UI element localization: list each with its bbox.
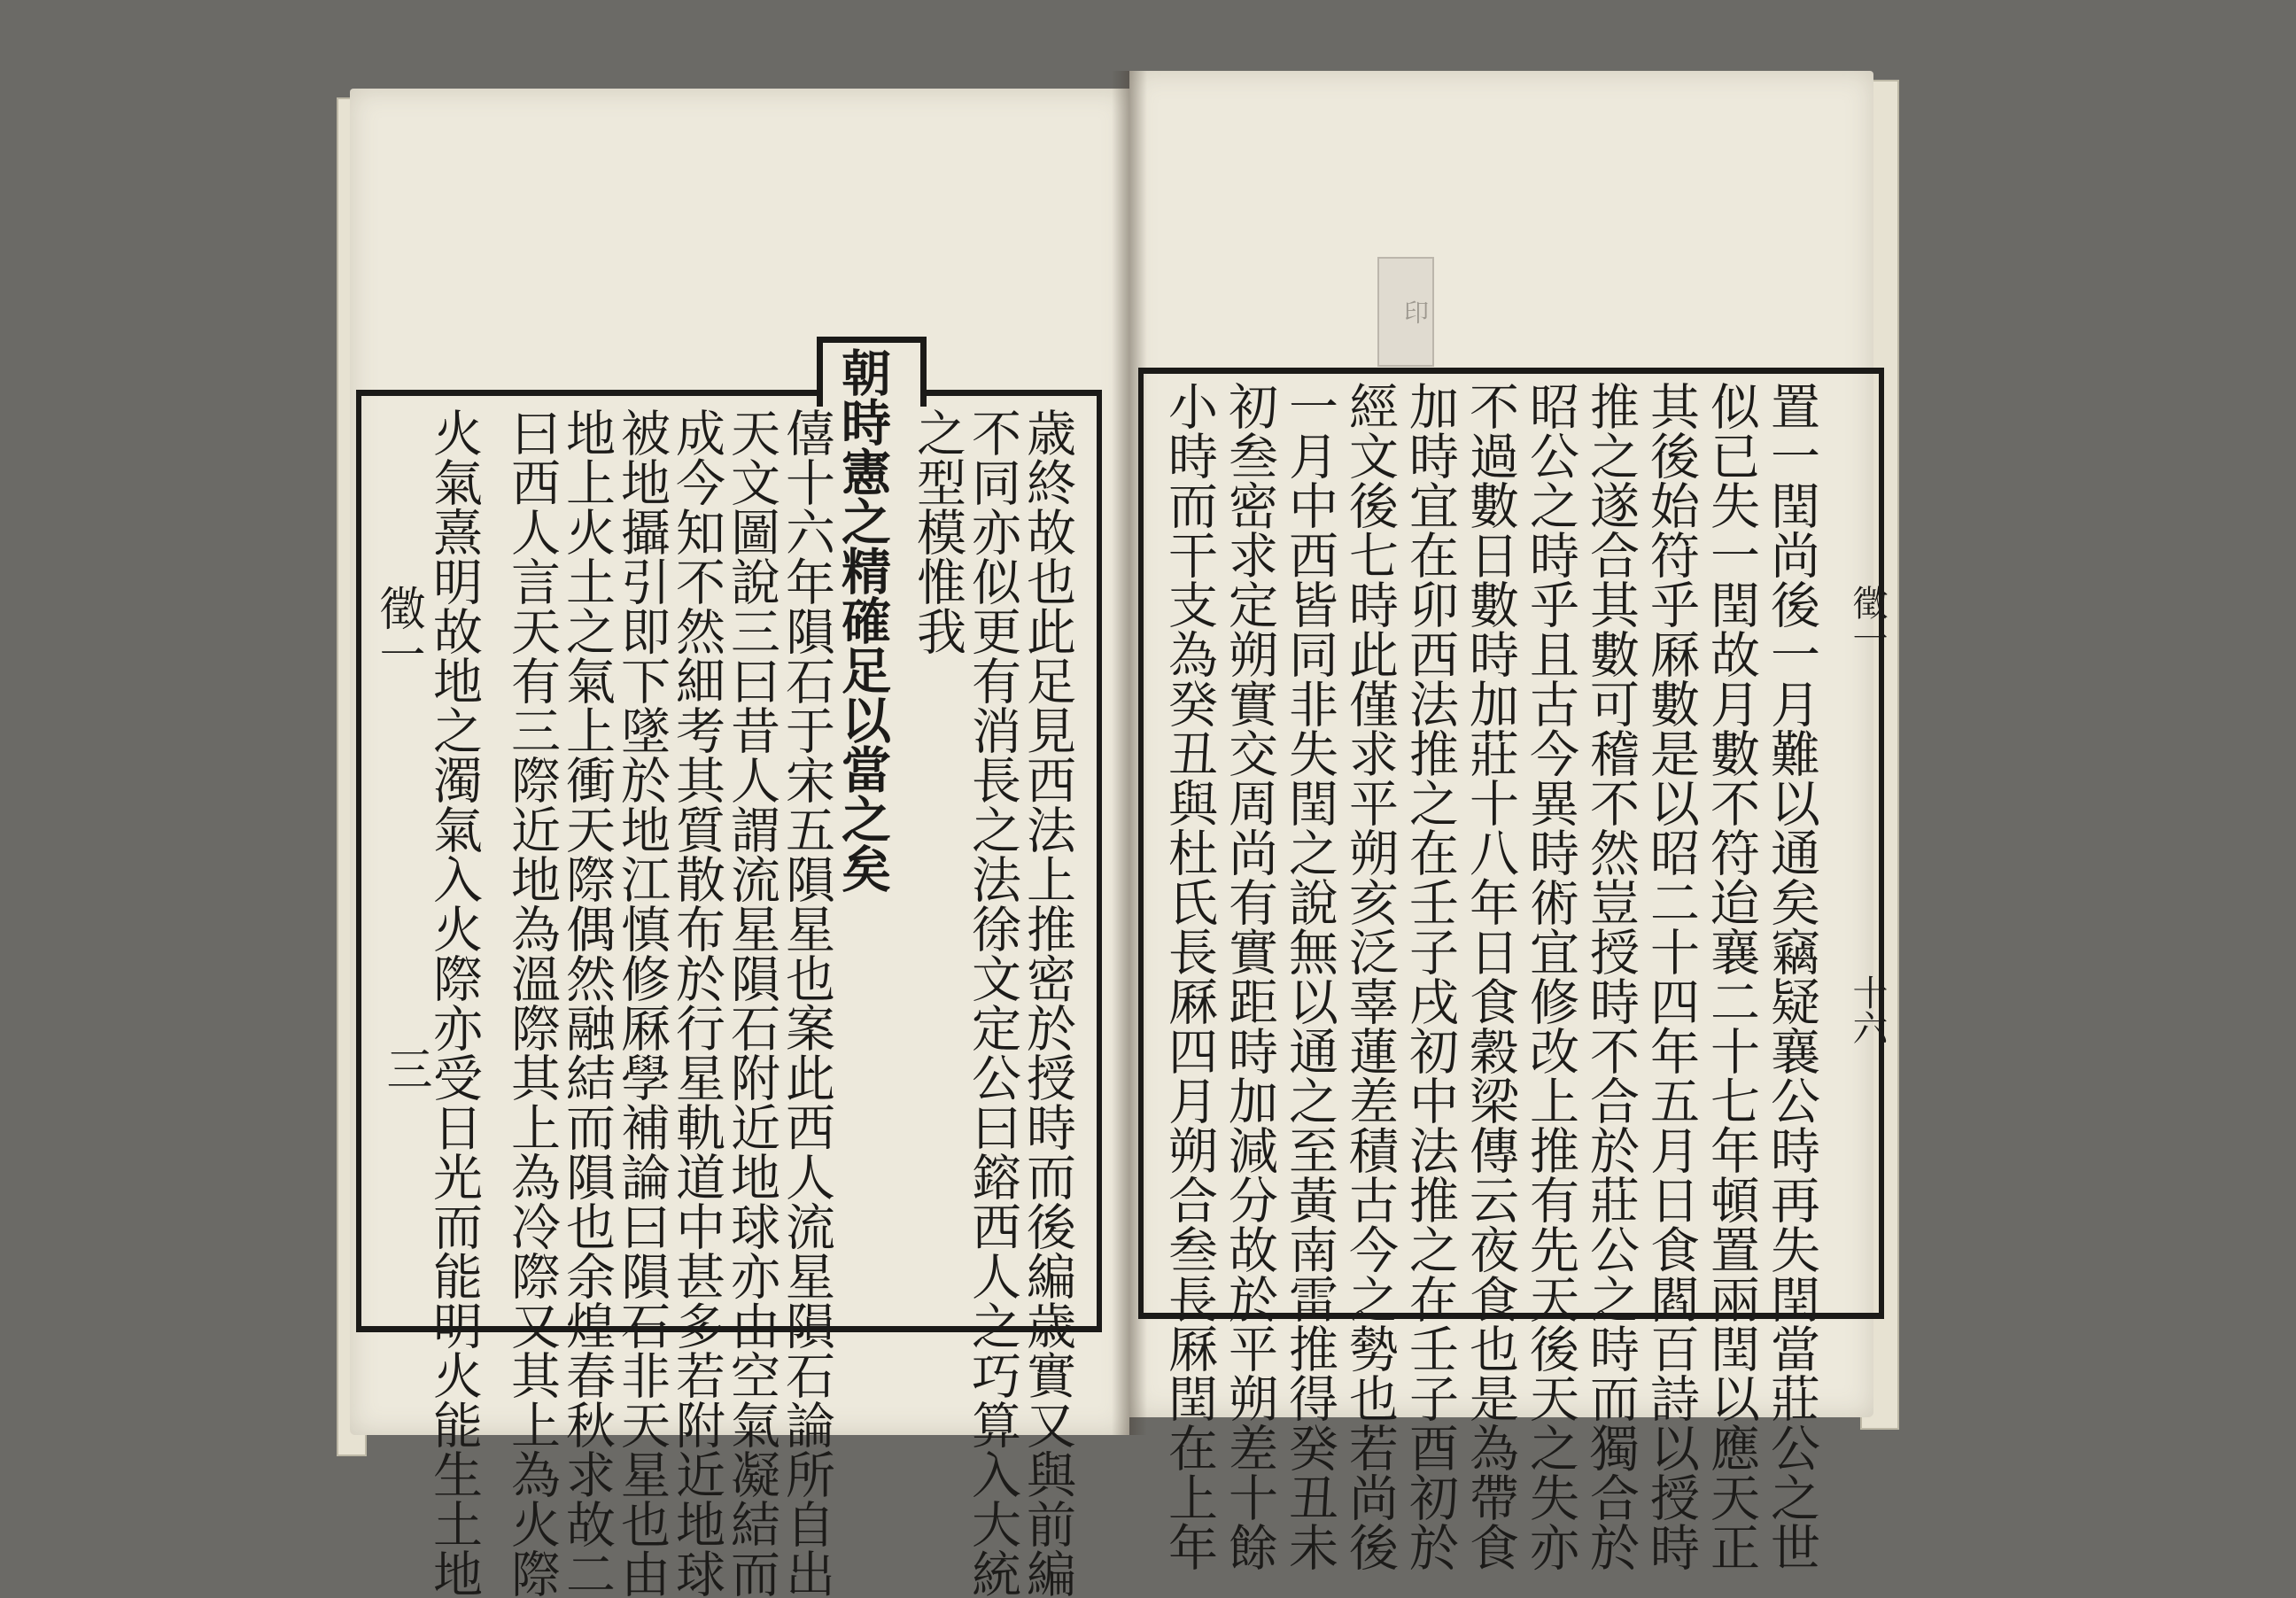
- right-column-9: 一月中西皆同非失閏之說無以通之至黃南雷推得癸丑未: [1281, 381, 1338, 1571]
- right-column-8: 經文後七時此僅求平朔亥泛辜蓮差積古今之勢也若尚後: [1341, 381, 1399, 1571]
- right-page-number: 十六: [1847, 974, 1888, 1045]
- left-column-6: 天文圖說三曰昔人謂流星隕石附近地球亦由空氣凝結而: [723, 407, 780, 1598]
- right-column-4: 推之遂合其數可稽不然豈授時不合於莊公之時而獨合於: [1582, 381, 1640, 1571]
- left-column-9: 地上火土之氣上衝天際偶然融結而隕也余煌春秋求故二: [558, 407, 616, 1598]
- left-column-11: 火氣熹明故地之濁氣入火際亦受日光而能明火能生土地: [425, 407, 483, 1598]
- left-column-2: 不同亦似更有消長之法徐文定公曰鎔西人之巧算入大統: [964, 407, 1021, 1598]
- left-column-10: 曰西人言天有三際近地為溫際其上為冷際又其上為火際: [503, 407, 561, 1598]
- right-column-10: 初叁密求定朔實交周尚有實距時加減分故於平朔差十餘: [1221, 381, 1278, 1571]
- left-column-4-raised: 朝時憲之精確足以當之矣: [834, 347, 892, 893]
- right-margin-title: 徵一: [1847, 585, 1888, 655]
- right-column-11: 小時而干支為癸丑與杜氏長厤四月朔合叁長厤閏在上年: [1160, 381, 1218, 1571]
- left-column-5: 僖十六年隕石于宋五隕星也案此西人流星隕石論所自出: [778, 407, 835, 1598]
- left-page-number: 三: [378, 1045, 431, 1091]
- right-column-2: 似已失一閏故月數不符迨襄二十七年頓置兩閏以應天正: [1703, 381, 1760, 1571]
- left-column-1: 歳終故也此足見西法上推密於授時而後編歳實又與前編: [1019, 407, 1076, 1598]
- right-column-7: 加時宜在卯西法推之在壬子戌初中法推之在壬子酉初於: [1401, 381, 1459, 1571]
- right-column-6: 不過數日數時加莊十八年日食穀梁傳云夜食也是為帶食: [1462, 381, 1519, 1571]
- left-margin-title: 徵一: [371, 585, 424, 677]
- left-column-8: 被地攝引即下墜於地江慎修厤學補論曰隕石非天星也由: [613, 407, 671, 1598]
- left-column-3: 之型模惟我: [909, 407, 966, 655]
- right-column-5: 昭公之時乎且古今異時術宜修改上推有先天後天之失亦: [1522, 381, 1579, 1571]
- right-column-3: 其後始符乎厤數是以昭二十四年五月日食閻百詩以授時: [1642, 381, 1700, 1571]
- left-column-7: 成今知不然細考其質散布於行星軌道中甚多若附近地球: [668, 407, 725, 1598]
- library-stamp: 印: [1377, 257, 1434, 367]
- right-column-1: 置一閏尚後一月難以通矣竊疑襄公時再失閏當莊公之世: [1763, 381, 1820, 1571]
